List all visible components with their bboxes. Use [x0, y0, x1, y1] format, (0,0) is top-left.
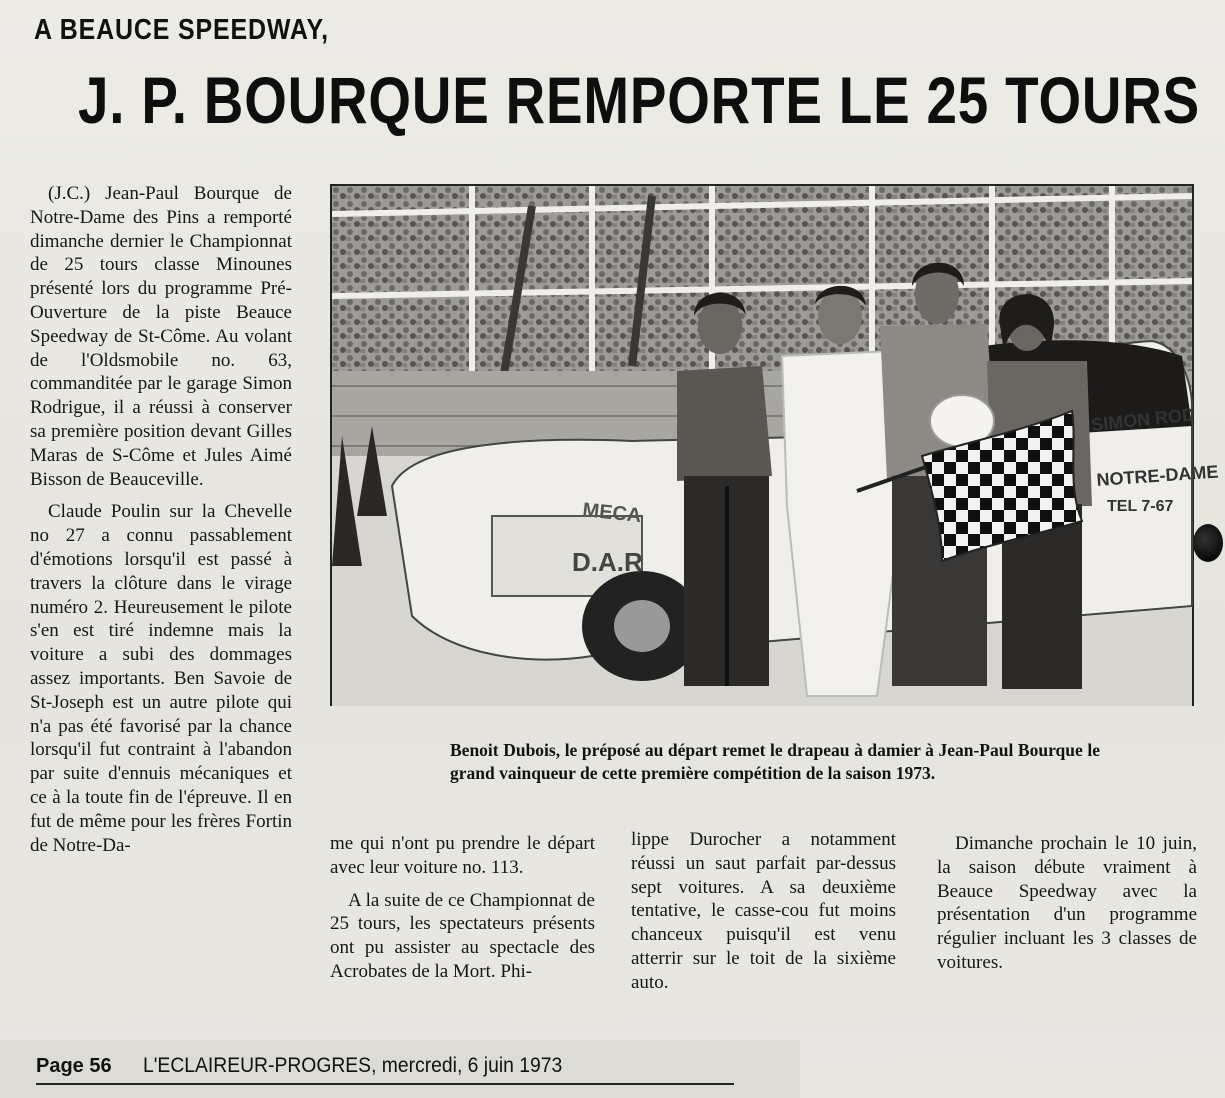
paragraph: lippe Durocher a notamment réussi un saut parfait par-dessus sept voitures. A sa deuxième tentative, le casse-cou fut moins chanceux puisqu'il est venu atterrir sur le toit de la sixième auto.	[631, 829, 896, 993]
paragraph: (J.C.) Jean-Paul Bourque de Notre-Dame des Pins a remporté dimanche dernier le Championnat de 25 tours classe Minounes présenté lors du programme Pré-Ouverture de la piste Beauce Speedway de St-Côme. Au volant de l'Oldsmobile no. 63, commanditée par le garage Simon Rodrigue, il a réussi à conserver sa première position devant Gilles Maras de S-Côme et Jules Aimé Bisson de Beauceville.	[30, 183, 292, 490]
newspaper-dateline: L'ECLAIREUR-PROGRES, mercredi, 6 juin 1973	[142, 1054, 563, 1077]
article-column-4	[937, 832, 1197, 984]
page-number: Page 56	[36, 1055, 112, 1077]
kicker: A BEAUCE SPEEDWAY,	[34, 14, 329, 46]
footer-rule	[36, 1083, 734, 1085]
article-column-3	[631, 828, 896, 1004]
car-lettering: NOTRE-DAME	[1095, 461, 1219, 490]
paragraph: A la suite de ce Championnat de 25 tours, les spectateurs présents ont pu assister au spectacle des Acrobates de la Mort. Phi-	[330, 889, 595, 982]
paragraph: me qui n'ont pu prendre le départ avec leur voiture no. 113.	[330, 833, 595, 878]
page-footer	[36, 1053, 736, 1078]
headline: J. P. BOURQUE REMPORTE LE 25 TOURS	[78, 63, 1201, 137]
photo-caption: Benoit Dubois, le préposé au départ remet le drapeau à damier à Jean-Paul Bourque le grand vainqueur de cette première compétition de la saison 1973.	[450, 740, 1100, 783]
article-column-2	[330, 832, 595, 993]
race-photo	[330, 184, 1219, 706]
car-lettering: D.A.R	[572, 547, 643, 577]
car-lettering: TEL 7-67	[1107, 498, 1174, 515]
paragraph: Claude Poulin sur la Chevelle no 27 a connu passablement d'émotions lorsqu'il est passé à travers la clôture dans le virage numéro 2. Heureusement le pilote s'en est tiré indemne mais la voiture a subi des dommages assez importants. Ben Savoie de St-Joseph est un autre pilote qui n'a pas été favorisé par la chance lorsqu'il fut contraint à l'abandon par suite d'ennuis mécaniques et ce à la toute fin de l'épreuve. Il en fut de même pour les frères Fortin de Notre-Da-	[30, 501, 292, 856]
binder-hole	[1193, 524, 1223, 562]
paragraph: Dimanche prochain le 10 juin, la saison débute vraiment à Beauce Speedway avec la présentation d'un programme régulier incluant les 3 classes de voitures.	[937, 833, 1197, 973]
car-lettering: MECA	[581, 499, 643, 528]
car-lettering: SIMON ROD	[1090, 404, 1196, 435]
article-column-1	[30, 182, 292, 866]
